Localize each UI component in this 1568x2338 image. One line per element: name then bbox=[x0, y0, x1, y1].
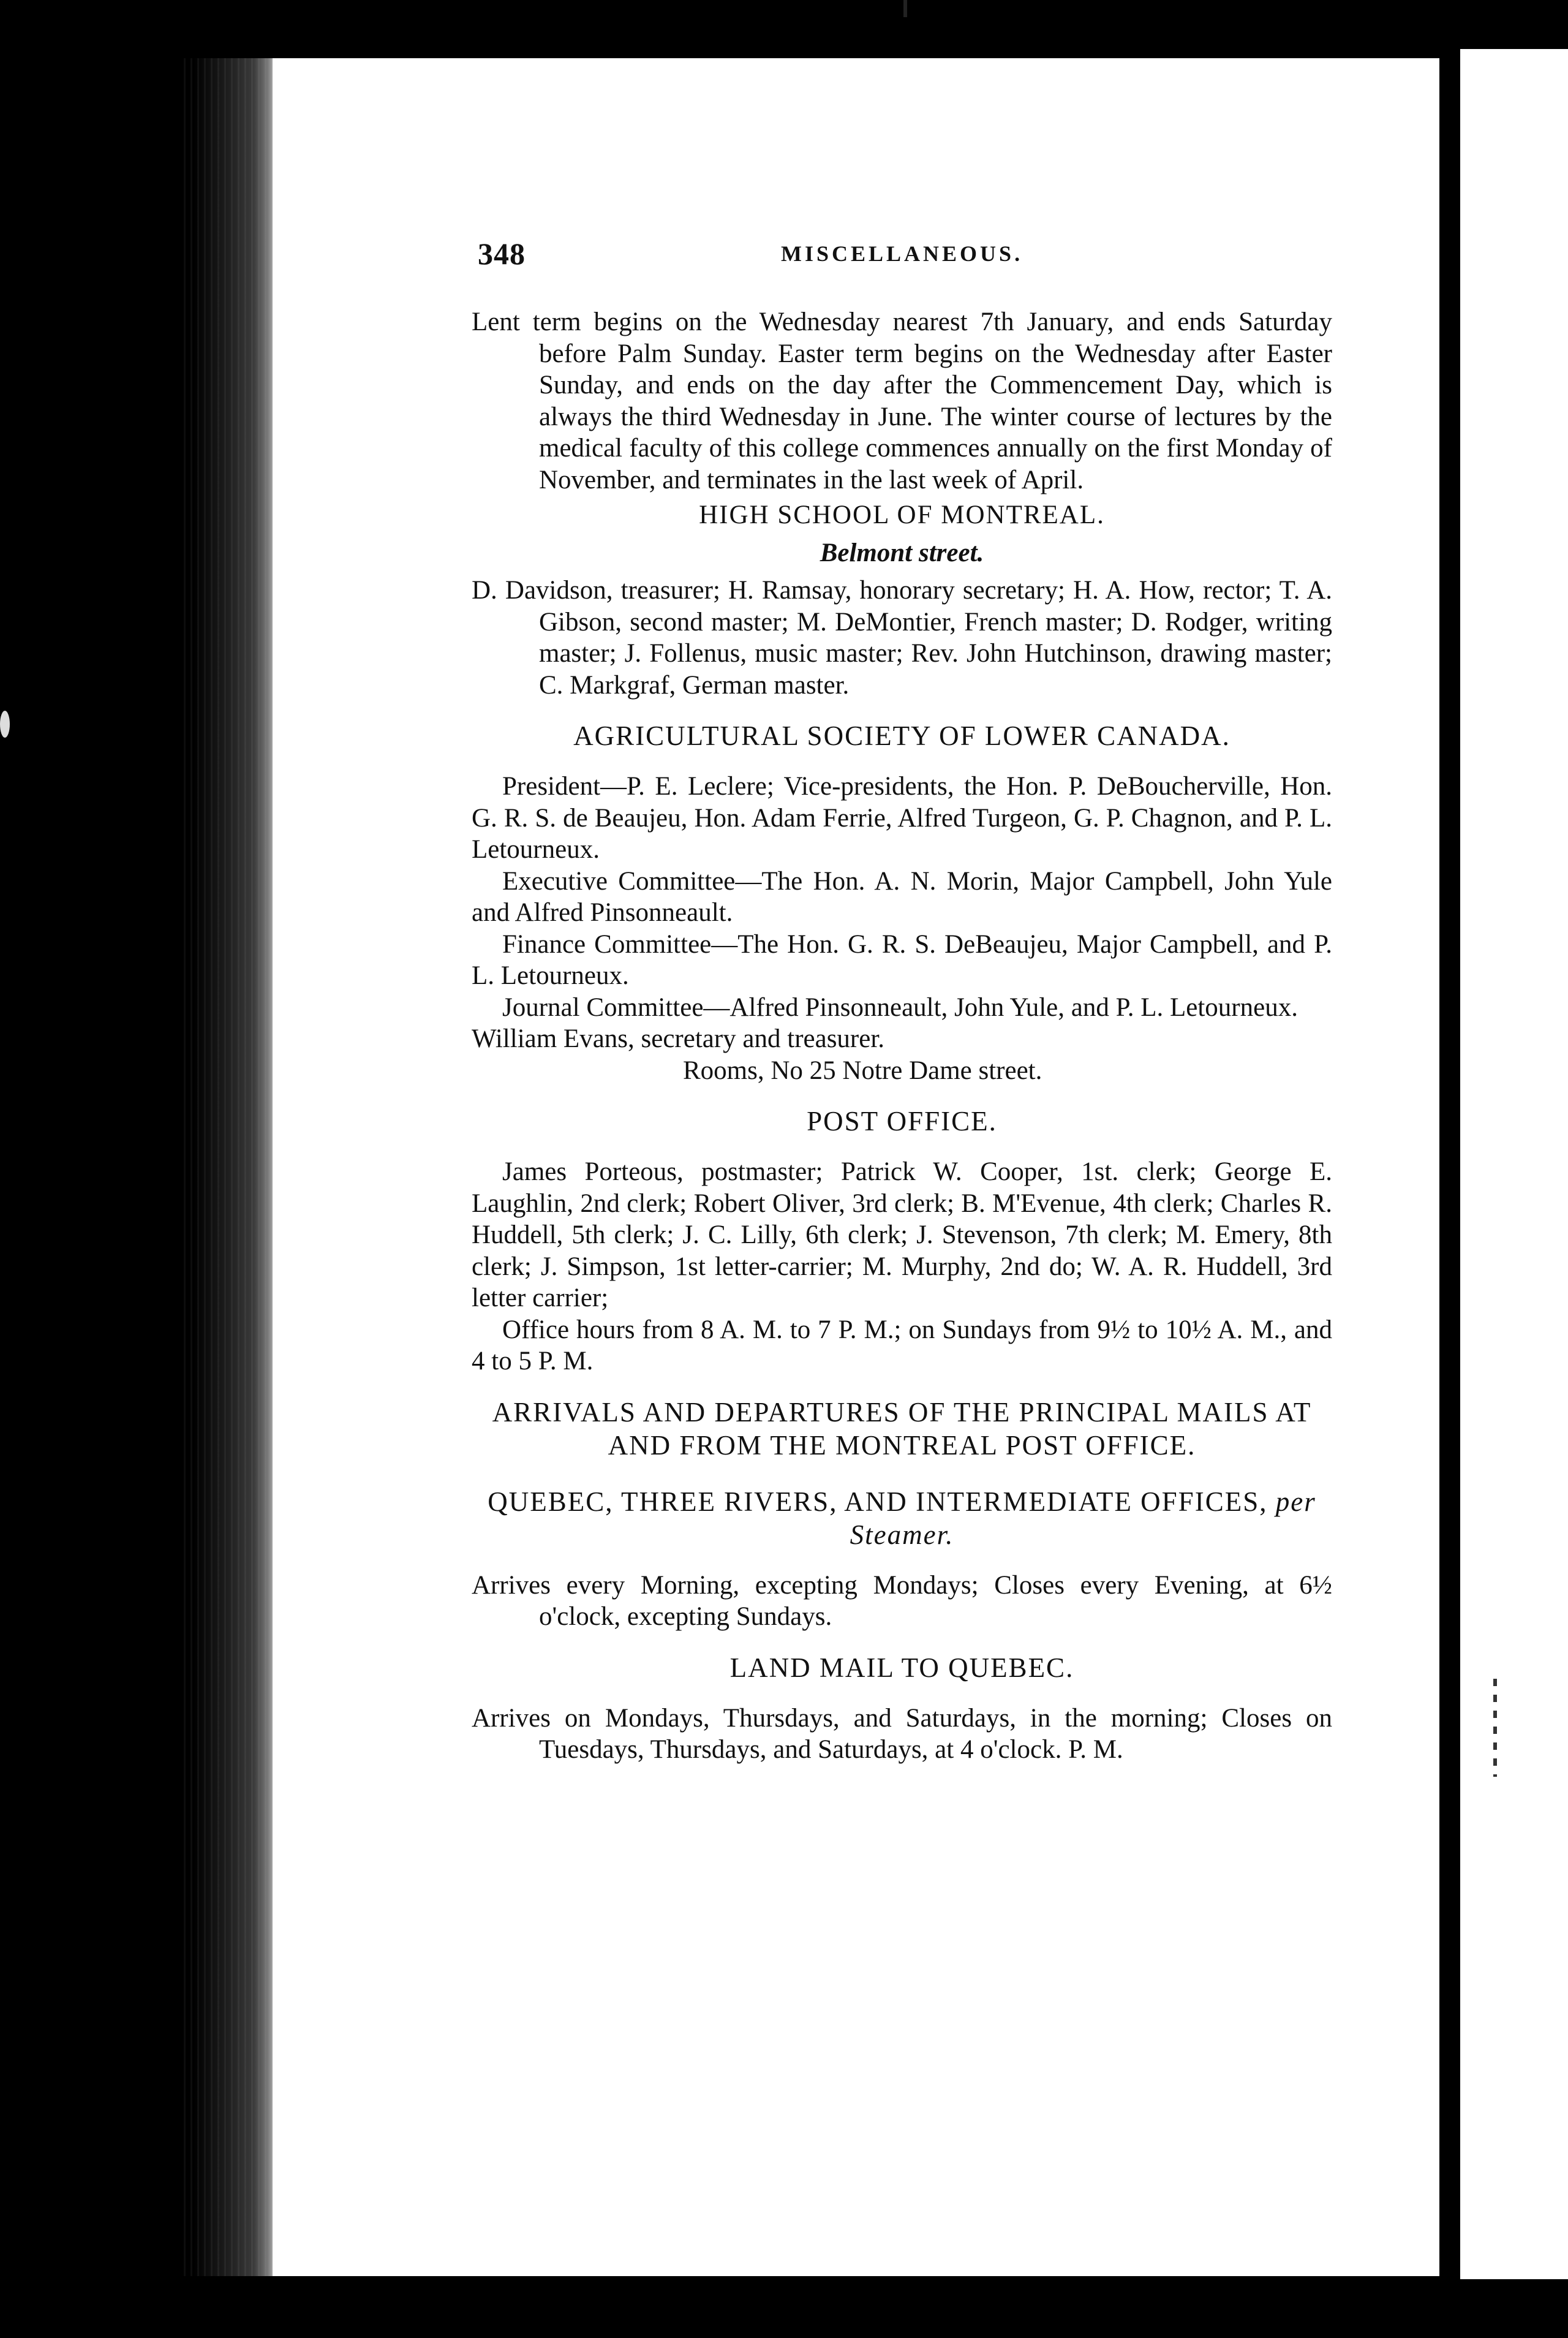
paragraph-president: President—P. E. Leclere; Vice-presidents, the Hon. P. DeBoucherville, Hon. G. R. S. de Beaujeu, Hon. Adam Ferrie, Alfred Turgeon, G. P. Chagnon, and P. L. Letourneux. bbox=[472, 772, 1332, 864]
page-number: 348 bbox=[478, 236, 526, 271]
scan-artifact-right bbox=[1493, 1679, 1497, 1777]
running-title: MISCELLANEOUS. bbox=[781, 241, 1023, 266]
paragraph-finance-committee: Finance Committee—The Hon. G. R. S. DeBeaujeu, Major Campbell, and P. L. Letourneux. bbox=[472, 929, 1332, 990]
heading-arrivals-departures: ARRIVALS AND DEPARTURES OF THE PRINCIPAL MAILS AT AND FROM THE MONTREAL POST OFFICE. bbox=[492, 1396, 1312, 1461]
paragraph-office-hours: Office hours from 8 A. M. to 7 P. M.; on Sundays from 9½ to 10½ A. M., and 4 to 5 P. M. bbox=[472, 1315, 1332, 1375]
running-head bbox=[478, 236, 1568, 273]
subheading-belmont-street: Belmont street. bbox=[820, 538, 984, 567]
paragraph-steamer-schedule: Arrives every Morning, excepting Mondays; Closes every Evening, at 6½ o'clock, excepting Sundays. bbox=[472, 1570, 1332, 1631]
heading-quebec-steamer bbox=[472, 1485, 1332, 1551]
scan-artifact-top bbox=[903, 0, 907, 17]
line-rooms-address: Rooms, No 25 Notre Dame street. bbox=[683, 1056, 1042, 1085]
paragraph-executive-committee: Executive Committee—The Hon. A. N. Morin, Major Campbell, John Yule and Alfred Pinsonneault. bbox=[472, 866, 1332, 927]
line-william-evans: William Evans, secretary and treasurer. bbox=[472, 1024, 885, 1053]
paragraph-lent-term: Lent term begins on the Wednesday nearest 7th January, and ends Saturday before Palm Sunday. Easter term begins on the Wednesday after Easter Sunday, and ends on the day after the Commencement Day, which is always the third Wednesday in June. The winter course of lectures by the medical faculty of this college commences annually on the first Monday of November, and terminates in the last week of April. bbox=[472, 308, 1332, 494]
heading-quebec-steamer-text: QUEBEC, THREE RIVERS, AND INTERMEDIATE OFFICES, bbox=[488, 1486, 1268, 1517]
heading-land-mail: LAND MAIL TO QUEBEC. bbox=[729, 1652, 1074, 1683]
heading-post-office: POST OFFICE. bbox=[807, 1106, 997, 1137]
paragraph-land-mail-schedule: Arrives on Mondays, Thursdays, and Saturdays, in the morning; Closes on Tuesdays, Thursdays, and Saturdays, at 4 o'clock. P. M. bbox=[472, 1703, 1332, 1764]
paragraph-high-school-staff: D. Davidson, treasurer; H. Ramsay, honorary secretary; H. A. How, rector; T. A. Gibson, second master; M. DeMontier, French master; D. Rodger, writing master; J. Follenus, music master; Rev. John Hutchinson, drawing master; C. Markgraf, German master. bbox=[472, 576, 1332, 700]
heading-high-school: HIGH SCHOOL OF MONTREAL. bbox=[699, 501, 1105, 529]
facing-page-edge bbox=[1457, 49, 1568, 2279]
paragraph-journal-committee: Journal Committee—Alfred Pinsonneault, John Yule, and P. L. Letourneux. bbox=[502, 993, 1298, 1022]
scan-artifact-left bbox=[0, 711, 10, 738]
page-stack-edges bbox=[184, 58, 276, 2276]
heading-quebec-steamer-italic: per Steamer. bbox=[850, 1486, 1316, 1550]
page-body bbox=[472, 306, 1332, 1766]
paragraph-post-office-staff: James Porteous, postmaster; Patrick W. Cooper, 1st. clerk; George E. Laughlin, 2nd clerk; Robert Oliver, 3rd clerk; B. M'Evenue, 4th clerk; Charles R. Huddell, 5th clerk; J. C. Lilly, 6th clerk; J. Stevenson, 7th clerk; M. Emery, 8th clerk; J. Simpson, 1st letter-carrier; M. Murphy, 2nd do; W. A. R. Huddell, 3rd letter carrier; bbox=[472, 1157, 1332, 1312]
heading-agricultural-society: AGRICULTURAL SOCIETY OF LOWER CANADA. bbox=[573, 721, 1231, 751]
